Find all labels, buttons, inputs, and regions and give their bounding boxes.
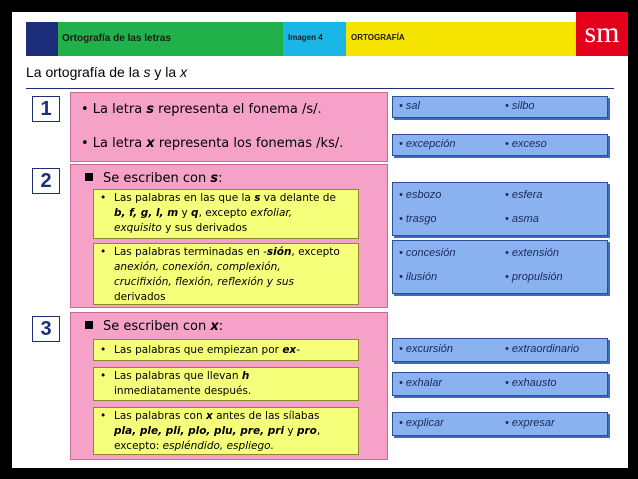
header-image-label: Imagen 4 <box>288 33 323 42</box>
example-word: • silbo <box>505 100 535 112</box>
example-word: • esfera <box>505 189 543 201</box>
example-box <box>392 338 608 362</box>
section-1-panel <box>70 92 388 162</box>
section-2-number: 2 <box>32 168 60 194</box>
header-category: ORTOGRAFÍA <box>351 33 405 42</box>
brand-logo: sm <box>584 16 620 49</box>
section-3-bullet-3: • Las palabras con x antes de las sílabas pla, ple, pli, plo, plu, pre, pri y pro, excepto: espléndido, espliego. <box>93 407 359 455</box>
example-box <box>392 182 608 236</box>
example-word: • propulsión <box>505 271 563 283</box>
example-box <box>392 240 608 294</box>
example-word: • ilusión <box>399 271 438 283</box>
section-1-rule-s: • La letra s representa el fonema /s/. <box>81 102 322 117</box>
example-box <box>392 134 608 156</box>
example-box <box>392 96 608 118</box>
example-word: • extraordinario <box>505 343 580 355</box>
section-2-heading: Se escriben con s: <box>85 171 223 186</box>
example-word: • concesión <box>399 247 456 259</box>
example-word: • exceso <box>505 138 547 150</box>
example-word: • expresar <box>505 417 555 429</box>
example-box <box>392 372 608 396</box>
example-box <box>392 412 608 436</box>
example-word: • excursión <box>399 343 453 355</box>
page-title: La ortografía de la s y la x <box>26 64 188 80</box>
section-3-panel <box>70 312 388 460</box>
header-bar <box>12 12 628 56</box>
example-word: • excepción <box>399 138 456 150</box>
example-word: • extensión <box>505 247 559 259</box>
example-word: • sal <box>399 100 420 112</box>
example-word: • explicar <box>399 417 444 429</box>
square-bullet-icon <box>85 173 93 181</box>
slide <box>12 12 628 468</box>
square-bullet-icon <box>85 321 93 329</box>
section-3-heading: Se escriben con x: <box>85 319 223 334</box>
example-word: • asma <box>505 213 539 225</box>
section-1-number: 1 <box>32 96 60 122</box>
section-1-rule-x: • La letra x representa los fonemas /ks/. <box>81 136 344 151</box>
section-2-bullet-1: • Las palabras en las que la s va delante de b, f, g, l, m y q, excepto exfoliar, exquisito y sus derivados <box>93 189 359 239</box>
example-word: • exhalar <box>399 377 442 389</box>
example-word: • exhausto <box>505 377 557 389</box>
example-word: • esbozo <box>399 189 442 201</box>
section-2-panel <box>70 164 388 308</box>
header-section-title: Ortografía de las letras <box>62 33 171 44</box>
section-3-bullet-2: • Las palabras que llevan h inmediatamente después. <box>93 367 359 401</box>
section-2-bullet-2: • Las palabras terminadas en -sión, excepto anexión, conexión, complexión, crucifixión, flexión, reflexión y sus derivados <box>93 243 359 305</box>
section-3-number: 3 <box>32 316 60 342</box>
section-3-bullet-1: • Las palabras que empiezan por ex- <box>93 339 359 361</box>
example-word: • trasgo <box>399 213 437 225</box>
title-divider <box>26 88 614 89</box>
